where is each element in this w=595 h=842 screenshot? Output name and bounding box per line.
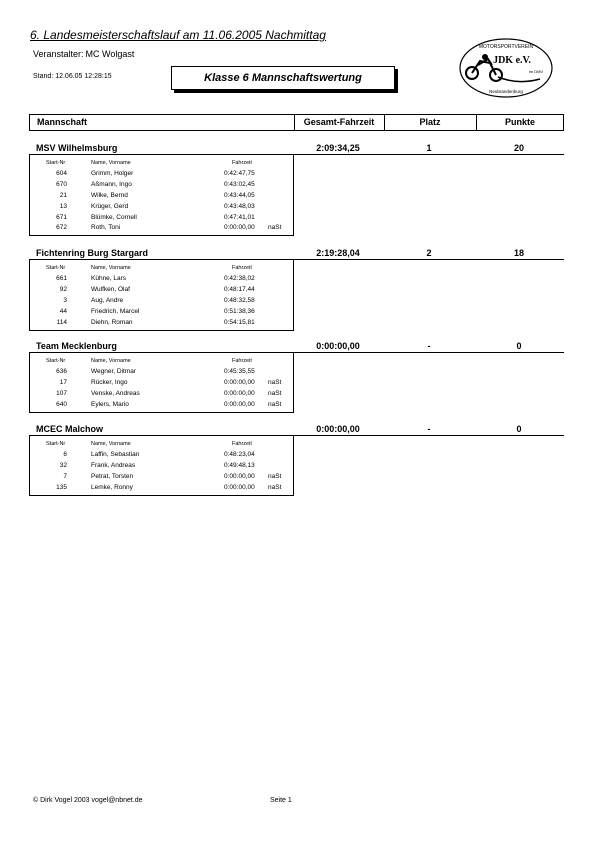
rider-name: Lemke, Ronny bbox=[91, 483, 133, 491]
timestamp-label: Stand: bbox=[33, 73, 54, 80]
team-total-time: 0:00:00,00 bbox=[316, 424, 360, 434]
subheader-start-nr: Start-Nr bbox=[46, 265, 66, 271]
rider-start-nr: 7 bbox=[63, 472, 67, 480]
rider-time: 0:43:44,05 bbox=[224, 191, 255, 199]
rider-time: 0:48:17,44 bbox=[224, 285, 255, 293]
rider-name: Wegner, Ditmar bbox=[91, 368, 137, 375]
organizer-value: MC Wolgast bbox=[85, 49, 135, 59]
rider-status: naSt bbox=[268, 400, 282, 408]
col-team-header: Mannschaft bbox=[37, 117, 88, 127]
team-total-time: 0:00:00,00 bbox=[316, 341, 360, 351]
col-points-header: Punkte bbox=[504, 117, 535, 127]
rider-time: 0:00:00,00 bbox=[224, 483, 255, 491]
rider-start-nr: 44 bbox=[59, 307, 67, 315]
rider-name: Aug, Andre bbox=[91, 296, 124, 304]
rider-name: Aßmann, Ingo bbox=[91, 180, 132, 188]
team-row bbox=[29, 339, 564, 353]
organizer bbox=[33, 49, 134, 59]
footer-page: Seite 1 bbox=[270, 797, 292, 804]
subheader-name: Name, Vorname bbox=[91, 160, 131, 166]
logo-club-text: JDK e.V. bbox=[493, 55, 531, 66]
rider-name: Petrat, Torsten bbox=[91, 472, 134, 480]
rider-name: Kühne, Lars bbox=[91, 275, 127, 282]
team-total-time: 2:09:34,25 bbox=[316, 143, 360, 153]
team-place: - bbox=[427, 424, 431, 434]
rider-start-nr: 17 bbox=[59, 378, 67, 386]
rider-box bbox=[29, 260, 294, 331]
rider-start-nr: 21 bbox=[59, 191, 67, 199]
rider-status: naSt bbox=[268, 472, 282, 480]
rider-start-nr: 107 bbox=[56, 389, 67, 397]
rider-start-nr: 114 bbox=[56, 318, 67, 326]
rider-name: Eylers, Mario bbox=[91, 400, 129, 408]
team-row bbox=[29, 422, 564, 436]
col-place-header: Platz bbox=[419, 117, 441, 127]
organizer-label: Veranstalter: bbox=[33, 49, 84, 59]
rider-start-nr: 3 bbox=[63, 296, 67, 304]
logo-top-text: MOTORSPORTVEREIN bbox=[478, 44, 534, 50]
team-points: 18 bbox=[513, 248, 524, 258]
team-points: 0 bbox=[516, 424, 522, 434]
rider-time: 0:45:35,55 bbox=[224, 368, 255, 375]
team-points: 20 bbox=[513, 143, 524, 153]
logo-sub-text: im DMV bbox=[528, 69, 544, 74]
team-name: Fichtenring Burg Stargard bbox=[36, 248, 149, 258]
rider-name: Rücker, Ingo bbox=[91, 378, 128, 386]
team-block bbox=[29, 422, 564, 494]
subheader-name: Name, Vorname bbox=[91, 265, 131, 271]
subheader-name: Name, Vorname bbox=[91, 358, 131, 364]
subheader-time: Fahrzeit bbox=[232, 358, 252, 364]
rider-name: Friedrich, Marcel bbox=[91, 307, 140, 315]
club-logo bbox=[458, 37, 554, 99]
rider-status: naSt bbox=[268, 483, 282, 491]
team-block bbox=[29, 339, 564, 411]
rider-name: Wulfken, Olaf bbox=[91, 285, 130, 293]
team-block bbox=[29, 141, 564, 234]
rider-time: 0:47:41,01 bbox=[224, 213, 255, 221]
rider-time: 0:54:15,81 bbox=[224, 318, 255, 326]
team-name: MSV Wilhelmsburg bbox=[36, 143, 118, 153]
team-place: - bbox=[427, 341, 431, 351]
rider-start-nr: 671 bbox=[56, 213, 67, 221]
rider-name: Diehn, Roman bbox=[91, 318, 133, 326]
rider-name: Frank, Andreas bbox=[91, 461, 136, 469]
rider-box bbox=[29, 436, 294, 496]
col-total-header: Gesamt-Fahrzeit bbox=[303, 117, 375, 127]
rider-start-nr: 92 bbox=[59, 285, 67, 293]
rider-start-nr: 6 bbox=[63, 451, 67, 458]
rider-time: 0:00:00,00 bbox=[224, 400, 255, 408]
rider-name: Venske, Andreas bbox=[91, 389, 140, 397]
rider-name: Krüger, Gerd bbox=[91, 202, 129, 210]
rider-start-nr: 13 bbox=[59, 202, 67, 210]
subheader-start-nr: Start-Nr bbox=[46, 160, 66, 166]
rider-time: 0:49:48,13 bbox=[224, 461, 255, 469]
team-row bbox=[29, 141, 564, 155]
team-row bbox=[29, 246, 564, 260]
rider-start-nr: 672 bbox=[56, 224, 67, 232]
rider-time: 0:42:47,75 bbox=[224, 170, 255, 177]
rider-time: 0:00:00,00 bbox=[224, 389, 255, 397]
subheader-start-nr: Start-Nr bbox=[46, 358, 66, 364]
rider-start-nr: 32 bbox=[59, 461, 67, 469]
rider-start-nr: 640 bbox=[56, 400, 67, 408]
subheader-time: Fahrzeit bbox=[232, 160, 252, 166]
team-total-time: 2:19:28,04 bbox=[316, 248, 360, 258]
team-place: 2 bbox=[426, 248, 432, 258]
rider-name: Roth, Toni bbox=[91, 224, 121, 232]
rider-time: 0:48:32,58 bbox=[224, 296, 255, 304]
subheader-time: Fahrzeit bbox=[232, 441, 252, 447]
team-place: 1 bbox=[426, 143, 432, 153]
rider-status: naSt bbox=[268, 389, 282, 397]
rider-box bbox=[29, 155, 294, 236]
footer-copyright: © Dirk Vogel 2003 vogel@nbnet.de bbox=[33, 797, 143, 804]
rider-time: 0:42:38,02 bbox=[224, 275, 255, 282]
rider-start-nr: 670 bbox=[56, 180, 67, 188]
rider-start-nr: 604 bbox=[56, 170, 67, 177]
team-name: Team Mecklenburg bbox=[36, 341, 117, 351]
rider-time: 0:43:02,45 bbox=[224, 180, 255, 188]
table-header bbox=[29, 114, 564, 131]
rider-time: 0:00:00,00 bbox=[224, 378, 255, 386]
rider-name: Wilke, Bernd bbox=[91, 191, 128, 199]
page-title: 6. Landesmeisterschaftslauf am 11.06.2005 Nachmittag bbox=[30, 28, 326, 42]
team-name: MCEC Malchow bbox=[36, 424, 104, 434]
subheader-start-nr: Start-Nr bbox=[46, 441, 66, 447]
rider-start-nr: 636 bbox=[56, 368, 67, 375]
rider-name: Blümke, Cornell bbox=[91, 213, 137, 221]
rider-time: 0:48:23,04 bbox=[224, 451, 255, 458]
rider-box bbox=[29, 353, 294, 413]
subheader-time: Fahrzeit bbox=[232, 265, 252, 271]
team-block bbox=[29, 246, 564, 328]
rider-name: Laffin, Sebastian bbox=[91, 451, 140, 458]
rider-name: Grimm, Holger bbox=[91, 170, 134, 177]
logo-city-text: Neubrandenburg bbox=[489, 89, 523, 94]
rider-time: 0:51:38,36 bbox=[224, 307, 255, 315]
rider-time: 0:00:00,00 bbox=[224, 472, 255, 480]
timestamp bbox=[33, 73, 112, 80]
rider-status: naSt bbox=[268, 224, 282, 232]
class-title-box: Klasse 6 Mannschaftswertung bbox=[171, 66, 395, 90]
rider-time: 0:43:48,03 bbox=[224, 202, 255, 210]
subheader-name: Name, Vorname bbox=[91, 441, 131, 447]
timestamp-value: 12.06.05 12:28:15 bbox=[55, 73, 112, 80]
team-points: 0 bbox=[516, 341, 522, 351]
rider-start-nr: 661 bbox=[56, 275, 67, 282]
rider-status: naSt bbox=[268, 378, 282, 386]
rider-start-nr: 135 bbox=[56, 483, 67, 491]
rider-time: 0:00:00,00 bbox=[224, 224, 255, 232]
